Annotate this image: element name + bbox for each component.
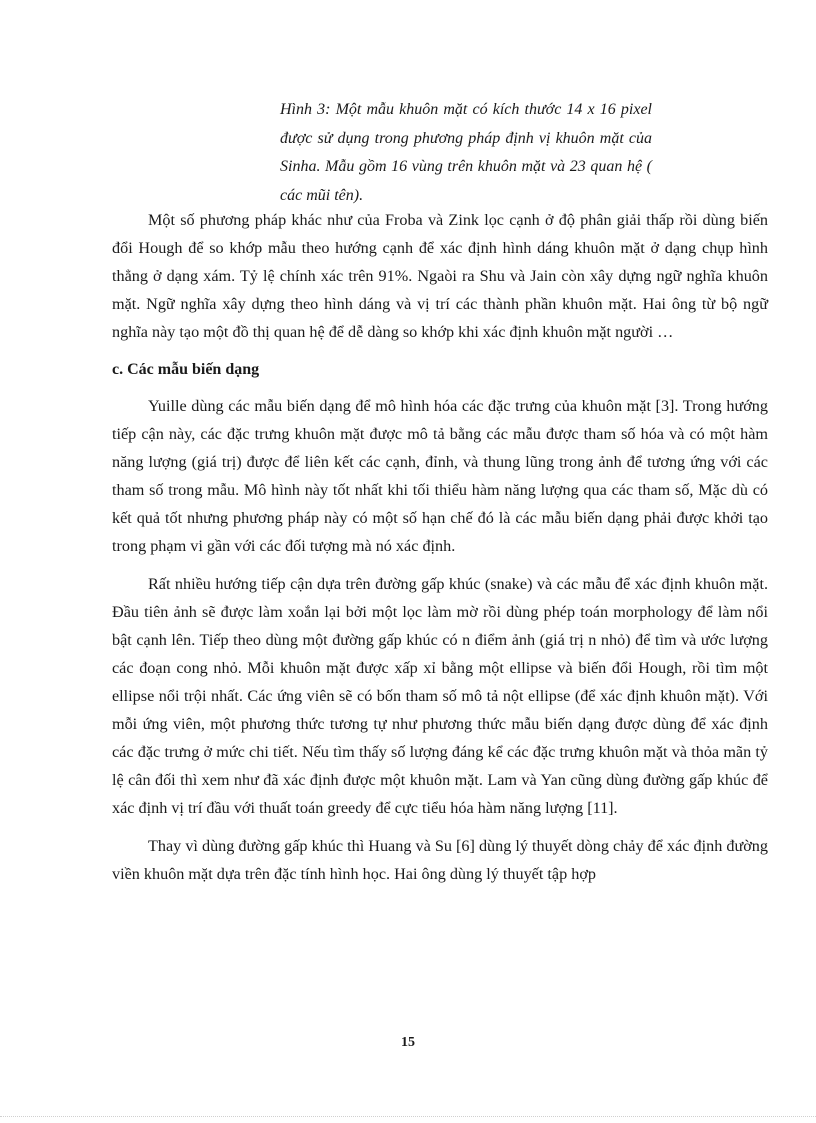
paragraph-huang-su: Thay vì dùng đường gấp khúc thì Huang và Su [6] dùng lý thuyết dòng chảy để xác định đường viền khuôn mặt dựa trên đặc tính hình học. Hai ông dùng lý thuyết tập hợp	[112, 837, 768, 883]
figure-caption: Hình 3: Một mẫu khuôn mặt có kích thước 14 x 16 pixel được sử dụng trong phương pháp định vị khuôn mặt của Sinha. Mẫu gồm 16 vùng trên khuôn mặt và 23 quan hệ ( các mũi tên).	[280, 101, 652, 204]
document-body	[112, 206, 768, 898]
section-heading-deformable-templates: c. Các mẫu biến dạng	[112, 361, 260, 378]
paragraph-snake: Rất nhiều hướng tiếp cận dựa trên đường gấp khúc (snake) và các mẫu để xác định khuôn mặt. Đầu tiên ảnh sẽ được làm xoắn lại bởi một lọc làm mờ rồi dùng phép toán morphology để làm nổi bật cạnh lên. Tiếp theo dùng một đường gấp khúc có n điểm ảnh (giá trị n nhỏ) để tìm và ước lượng các đoạn cong nhỏ. Mỗi khuôn mặt được xấp xỉ bằng một ellipse và biến đổi Hough, rồi tìm một ellipse nổi trội nhất. Các ứng viên sẽ có bốn tham số mô tả nột ellipse (để xác định khuôn mặt). Với mỗi ứng viên, một phương thức tương tự như phương thức mẫu biến dạng được dùng để xác định các đặc trưng ở mức chi tiết. Nếu tìm thấy số lượng đáng kể các đặc trưng khuôn mặt và thỏa mãn tỷ lệ cân đối thì xem như đã xác định được một khuôn mặt. Lam và Yan cũng dùng đường gấp khúc để xác định vị trí đầu với thuất toán greedy để cực tiểu hóa hàm năng lượng [11].	[112, 575, 768, 817]
page-number: 15	[401, 1035, 415, 1050]
paragraph-froba-zink: Một số phương pháp khác như của Froba và Zink lọc cạnh ở độ phân giải thấp rồi dùng biến đổi Hough để so khớp mẫu theo hướng cạnh để xác định hình dáng khuôn mặt ở dạng chụp hình thẳng ở dạng xám. Tỷ lệ chính xác trên 91%. Ngaòi ra Shu và Jain còn xây dựng ngữ nghĩa khuôn mặt. Ngữ nghĩa xây dựng theo hình dáng và vị trí các thành phần khuôn mặt. Hai ông từ bộ ngữ nghĩa này tạo một đồ thị quan hệ để dễ dàng so khớp khi xác định khuôn mặt người …	[112, 211, 768, 341]
paragraph-yuille: Yuille dùng các mẫu biến dạng để mô hình hóa các đặc trưng của khuôn mặt [3]. Trong hướng tiếp cận này, các đặc trưng khuôn mặt được mô tả bằng các mẫu được tham số hóa và có một hàm năng lượng (giá trị) được để liên kết các cạnh, đỉnh, và thung lũng trong ảnh để tương ứng với các tham số trong mẫu. Mô hình này tốt nhất khi tối thiểu hàm năng lượng qua các tham số, Mặc dù có kết quả tốt nhưng phương pháp này có một số hạn chế đó là các mẫu biến dạng phải được khởi tạo trong phạm vi gần với các đối tượng mà nó xác định.	[112, 397, 768, 555]
page-bottom-divider	[0, 1116, 816, 1117]
